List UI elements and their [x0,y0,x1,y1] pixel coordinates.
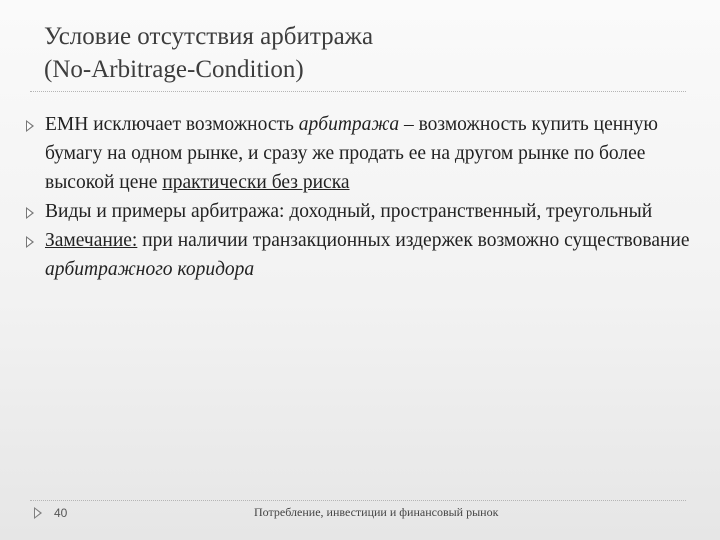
bullet-text: EMH исключает возможность [45,114,299,135]
bullet-italic-term: арбитража [298,114,400,135]
bullet-item-types [26,197,702,226]
bullet-text: при наличии транзакционных издержек возможно существование [137,230,690,251]
footer-caption: Потребление, инвестиции и финансовый рынок [254,505,499,519]
footer-divider [30,500,686,501]
bullet-arrow-icon [26,236,34,248]
bullet-text: Виды и примеры арбитража: доходный, пространственный, треугольный [45,201,653,222]
bullet-item-emh [26,110,702,197]
title-divider [30,91,686,92]
bullet-item-remark [26,226,702,284]
slide-title-line-2: (No-Arbitrage-Condition) [44,56,304,83]
bullet-arrow-icon [26,207,34,219]
bullet-text: – возможность купить ценную бумагу на одном рынке, и сразу же продать ее на другом рынке по более высокой цене [45,114,658,193]
bullet-italic-term: арбитражного коридора [45,259,255,280]
bullet-list [26,110,702,284]
slide-title-line-1: Условие отсутствия арбитража [44,23,374,50]
bullet-arrow-icon [26,120,34,132]
bullet-underlined-text: Замечание: [45,230,138,251]
page-number: 40 [54,506,68,520]
footer-arrow-icon [34,507,42,519]
slide-title [44,20,684,86]
bullet-underlined-text: практически без риска [162,172,350,193]
